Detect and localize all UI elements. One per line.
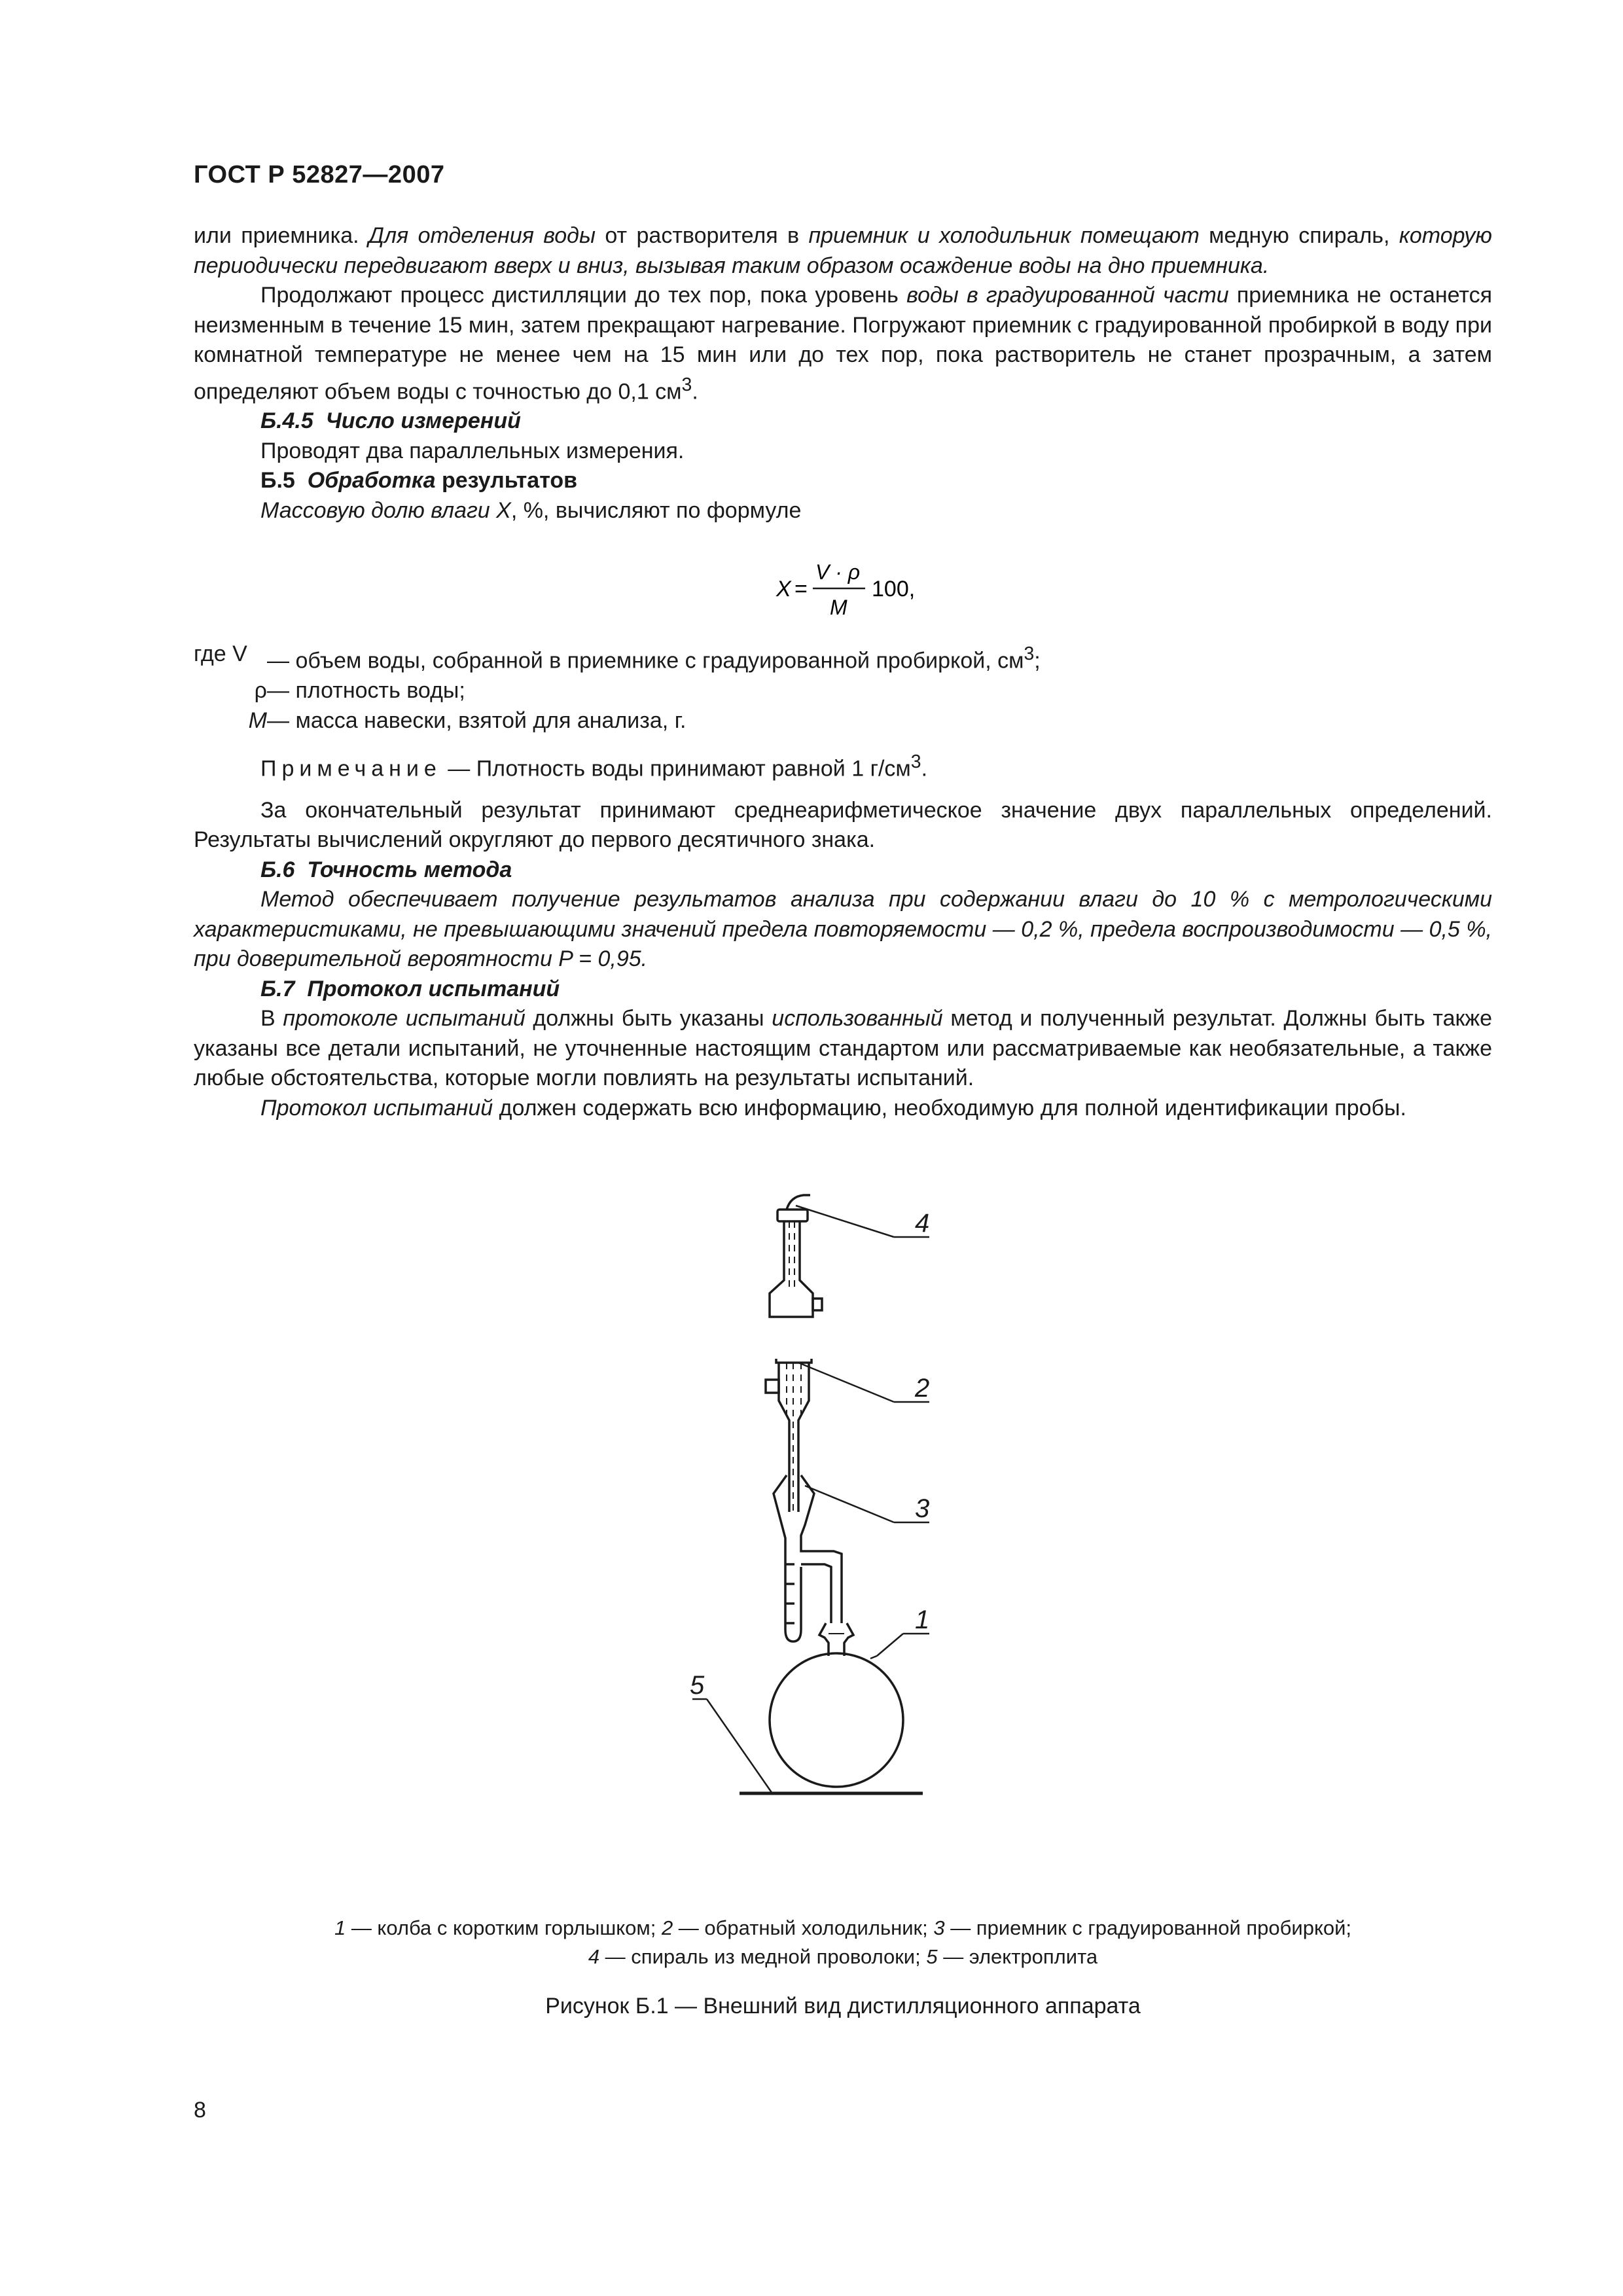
text-run: воды в градуированной части [906,283,1229,308]
document-header: ГОСТ Р 52827—2007 [194,161,445,188]
figure-title: Рисунок Б.1 — Внешний вид дистилляционного аппарата [545,1994,1141,2018]
definition-text: — масса навески, взятой для анализа, г. [267,708,687,733]
text-run: Протокол испытаний [260,1095,493,1121]
definition-row [194,639,1492,676]
section-heading-b7 [194,975,1492,1005]
text-run: должны быть указаны [525,1006,772,1031]
text-run: медную спираль, [1199,223,1399,248]
section-number: Б.4.5 [260,408,313,434]
paragraph-protocol-2 [194,1094,1492,1124]
definition-symbol: где V [194,641,247,667]
text-run: которую периодически передвигают вверх и вниз, вызывая таким образом осаждение воды на дно приемника. [194,223,1492,278]
formula-definitions [194,639,1492,736]
legend-text: — приемник с градуированной пробиркой; [944,1916,1352,1939]
text-run: от растворителя в [596,223,809,248]
formula-lhs: X [776,577,791,602]
label-2: 2 [915,1374,930,1403]
text-run: Для отделения воды [368,223,596,248]
section-title: Число измерений [325,408,521,434]
paragraph-final-result: За окончательный результат принимают среднеарифметическое значение двух параллельных определений. Результаты вычислений округляют до первого десятичного знака. [194,797,1492,853]
figure-legend [194,1914,1492,1971]
document-body [194,221,1492,1123]
text-run: Массовую долю влаги X [260,497,511,523]
text-run: , %, вычисляют по формуле [510,497,802,523]
text-run: приемника не останется неизменным в течение 15 мин, затем прекращают нагревание. Погружают приемник с градуированной пробиркой в воду при комнатной температуре не менее чем на 15 мин или до тех пор, пока растворитель не станет прозрачным, а затем определяют объем воды с точностью до 0,1 см [194,283,1493,404]
definition-text: — плотность воды; [267,678,465,704]
section-title: результатов [435,468,578,493]
legend-line-2 [194,1943,1492,1971]
distillation-apparatus-figure [690,1172,982,1892]
text-run: использованный [772,1006,943,1031]
text-run: метод и полученный результат. Должны быть также указаны все детали испытаний, не уточненные настоящим стандартом или рассматриваемые как необязательные, а также любые обстоятельства, которые могли повлиять на результаты испытаний. [194,1006,1493,1091]
note-text: — Плотность воды принимают равной 1 г/см [441,756,911,781]
text-run: . [692,378,698,404]
receiver-part [774,1475,842,1641]
legend-number: 3 [933,1916,945,1939]
note-label: Примечание [260,756,442,781]
definition-text [267,639,1492,676]
section-number: Б.6 [260,857,295,882]
legend-number: 1 [334,1916,346,1939]
definition-row [194,706,1492,736]
definition-row [194,676,1492,706]
section-heading-b5 [194,466,1492,496]
label-1: 1 [915,1605,930,1634]
legend-text: — спираль из медной проволоки; [599,1945,927,1968]
section-title: Обработка [307,468,436,493]
label-4: 4 [915,1209,930,1238]
section-title: Протокол испытаний [307,976,560,1001]
paragraph-formula-intro [194,496,1492,526]
label-5: 5 [690,1671,705,1700]
legend-text: — колба с коротким горлышком; [346,1916,662,1939]
text-run: протоколе испытаний [283,1006,526,1031]
section-heading-b45 [194,406,1492,437]
formula-numerator: V · ρ [815,560,861,584]
copper-spiral-part [770,1195,822,1317]
page-number: 8 [194,2098,206,2123]
section-number: Б.5 [260,468,295,493]
leader-lines [692,1206,929,1793]
legend-line-1 [194,1914,1492,1943]
formula-equals: = [794,577,808,602]
section-heading-b6 [194,855,1492,886]
legend-number: 2 [661,1916,673,1939]
paragraph-distillation [194,281,1492,406]
text-run: или приемника. [194,223,368,248]
moisture-formula [194,549,1492,626]
legend-text: — обратный холодильник; [673,1916,934,1939]
text-run: должен содержать всю информацию, необходимую для полной идентификации пробы. [493,1095,1406,1121]
formula-factor: 100, [872,577,916,602]
text-run: В [260,1006,283,1031]
flask-part [770,1623,903,1787]
formula-denominator: M [830,596,847,620]
condenser-part [766,1359,812,1512]
superscript: 3 [681,374,692,395]
section-number: Б.7 [260,976,295,1001]
definition-symbol: ρ [254,678,267,704]
paragraph-continuation [194,221,1492,281]
paragraph-accuracy: Метод обеспечивает получение результатов анализа при содержании влаги до 10 % с метрологическими характеристиками, не превышающими значений предела повторяемости — 0,2 %, предела воспроизводимости — 0,5 %, при доверительной вероятности P = 0,95. [194,887,1492,972]
superscript: 3 [1024,643,1035,665]
label-3: 3 [915,1494,930,1523]
superscript: 3 [910,751,921,773]
text-run: — объем воды, собранной в приемнике с градуированной пробиркой, см [267,648,1024,673]
text-run: приемник и холодильник помещают [808,223,1200,248]
legend-number: 5 [926,1945,938,1968]
legend-text: — электроплита [937,1945,1098,1968]
definition-symbol: M [248,708,267,733]
paragraph-protocol-1 [194,1004,1492,1094]
text-run: . [921,756,928,781]
formula-svg [776,549,946,626]
text-run: ; [1034,648,1041,673]
section-title: Точность метода [307,857,512,882]
note [194,747,1492,784]
legend-number: 4 [588,1945,600,1968]
paragraph-measurements: Проводят два параллельных измерения. [260,438,685,463]
text-run: Продолжают процесс дистилляции до тех пор, пока уровень [260,283,907,308]
